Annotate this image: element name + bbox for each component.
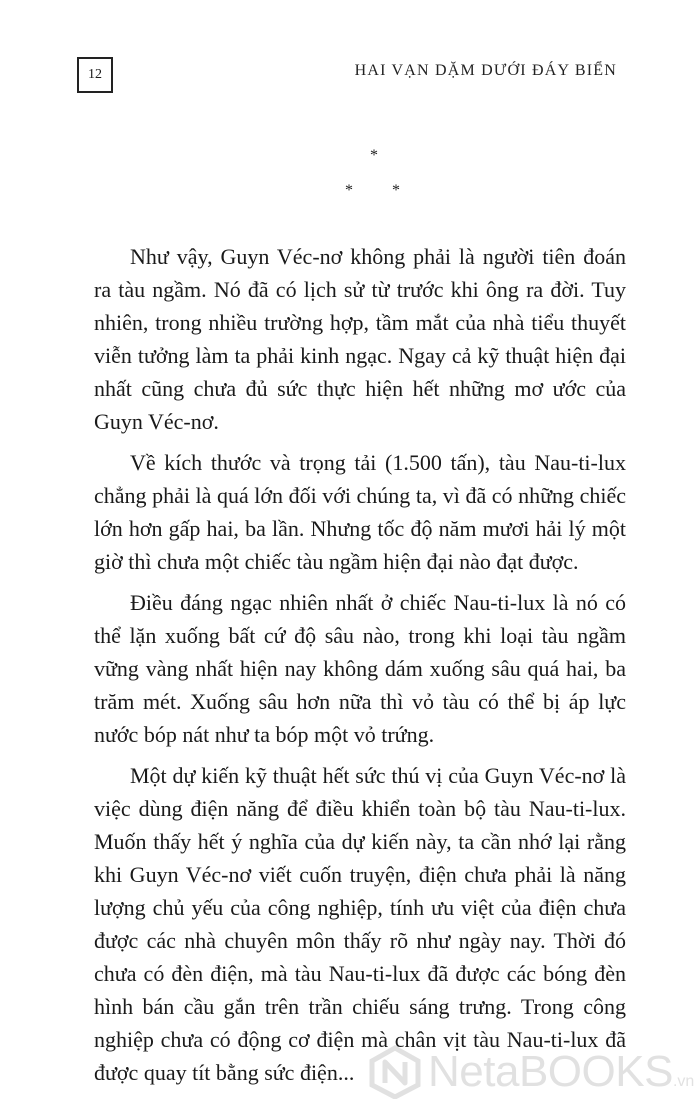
body-text: [94, 240, 626, 1097]
watermark-brand: NetaBOOKS: [428, 1047, 673, 1096]
asterism-right-star: *: [392, 182, 400, 199]
asterism-left-star: *: [345, 182, 353, 199]
watermark-domain: .vn: [672, 1073, 695, 1090]
netabooks-logo-icon: [368, 1045, 422, 1099]
paragraph: Một dự kiến kỹ thuật hết sức thú vị của Guyn Véc-nơ là việc dùng điện năng để điều khiển toàn bộ tàu Nau-ti-lux. Muốn thấy hết ý nghĩa của dự kiến này, ta cần nhớ lại rằng khi Guyn Véc-nơ viết cuốn truyện, điện chưa phải là năng lượng chủ yếu của công nghiệp, tính ưu việt của điện chưa được các nhà chuyên môn thấy rõ như ngày nay. Thời đó chưa có đèn điện, mà tàu Nau-ti-lux đã được các bóng đèn hình bán cầu gắn trên trần chiếu sáng trưng. Trong công nghiệp chưa có động cơ điện mà chân vịt tàu Nau-ti-lux đã được quay tít bằng sức điện...: [94, 763, 626, 1085]
paragraph: Như vậy, Guyn Véc-nơ không phải là người tiên đoán ra tàu ngầm. Nó đã có lịch sử từ trước khi ông ra đời. Tuy nhiên, trong nhiều trường hợp, tầm mắt của nhà tiểu thuyết viễn tưởng làm ta phải kinh ngạc. Ngay cả kỹ thuật hiện đại nhất cũng chưa đủ sức thực hiện hết những mơ ước của Guyn Véc-nơ.: [94, 244, 626, 434]
page-number-text: 12: [88, 67, 102, 82]
asterism-top-star: *: [370, 147, 378, 164]
running-header-title: HAI VẠN DẶM DƯỚI ĐÁY BIỂN: [354, 62, 617, 79]
page-number: [77, 57, 113, 93]
netabooks-watermark: [368, 1045, 694, 1099]
paragraph: Về kích thước và trọng tải (1.500 tấn), tàu Nau-ti-lux chẳng phải là quá lớn đối với chúng ta, vì đã có những chiếc lớn hơn gấp hai, ba lần. Nhưng tốc độ năm mươi hải lý một giờ thì chưa một chiếc tàu ngầm hiện đại nào đạt được.: [94, 450, 626, 574]
paragraph: Điều đáng ngạc nhiên nhất ở chiếc Nau-ti-lux là nó có thể lặn xuống bất cứ độ sâu nào, trong khi loại tàu ngầm vững vàng nhất hiện nay không dám xuống sâu quá hai, ba trăm mét. Xuống sâu hơn nữa thì vỏ tàu có thể bị áp lực nước bóp nát như ta bóp một vỏ trứng.: [94, 590, 626, 747]
